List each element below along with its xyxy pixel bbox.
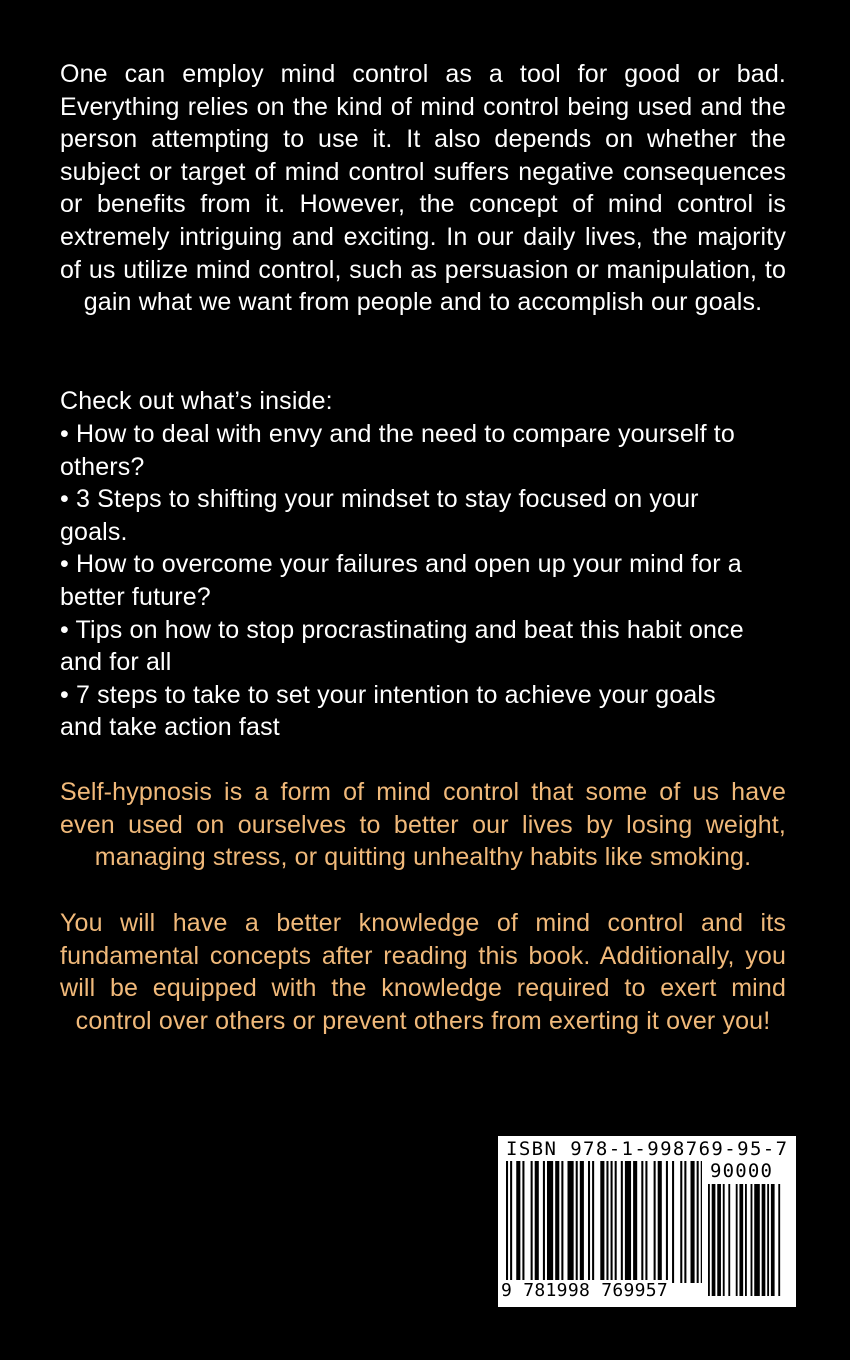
barcode-bar (691, 1161, 695, 1283)
barcode-bar (555, 1161, 559, 1283)
barcode-bar (654, 1161, 656, 1283)
barcode-bar (767, 1184, 769, 1296)
barcode-bar (645, 1161, 647, 1283)
list-item: • 7 steps to take to set your intention to achieve your goals and take action fast (60, 680, 716, 742)
barcode-bar (754, 1184, 760, 1296)
barcode-bar (506, 1161, 508, 1283)
list-item: • 3 Steps to shifting your mindset to stay focused on your goals. (60, 485, 699, 546)
barcode-bar (708, 1184, 710, 1296)
barcode-bar (547, 1161, 553, 1283)
barcode-bar (522, 1161, 524, 1283)
list-item: • Tips on how to stop procrastinating and beat this habit once and for all (60, 615, 744, 677)
barcode-bar (701, 1161, 702, 1283)
barcode-bar (728, 1184, 730, 1296)
barcode-bar (712, 1184, 716, 1296)
barcode-bar (666, 1161, 668, 1283)
barcode-bar (516, 1161, 520, 1283)
barcode-bar (751, 1184, 753, 1296)
barcode-bar (736, 1184, 738, 1296)
barcode-bar (510, 1161, 512, 1283)
barcode-bar (641, 1161, 643, 1283)
barcode-bar (592, 1161, 594, 1283)
barcode-bar (588, 1161, 590, 1283)
barcode-bar (680, 1161, 682, 1283)
barcode-bar (778, 1184, 780, 1296)
barcode-bar (535, 1161, 539, 1283)
barcode-bar (717, 1184, 721, 1296)
knowledge-paragraph: You will have a better knowledge of mind control and its fundamental concepts after reading this book. Additionally, you will be equipped with the knowledge required to exert mind control over others or prevent others from exerting it over you! (60, 909, 786, 1035)
barcode-bar (606, 1161, 608, 1283)
barcode-bar (625, 1161, 631, 1283)
inside-list (60, 418, 760, 744)
barcode-bar (697, 1161, 699, 1283)
barcode-bar (621, 1161, 623, 1283)
addon-barcode-bars (708, 1184, 788, 1296)
barcode-bar (600, 1161, 604, 1283)
isbn-label: ISBN 978-1-998769-95-7 (506, 1138, 789, 1160)
intro-paragraph: One can employ mind control as a tool for good or bad. Everything relies on the kind of mind control being used and the person attempting to use it. It also depends on whether the subject or target of mind control suffers negative consequences or benefits from it. However, the concept of mind control is extremely intriguing and exciting. In our daily lives, the majority of us utilize mind control, such as persuasion or manipulation, to gain what we want from people and to accomplish our goals. (60, 60, 786, 317)
barcode-bar (576, 1161, 578, 1283)
barcode-bar (531, 1161, 533, 1283)
inside-heading: Check out what’s inside: (60, 387, 333, 415)
self-hypnosis-paragraph: Self-hypnosis is a form of mind control that some of us have even used on ourselves to better our lives by losing weight, managing stress, or quitting unhealthy habits like smoking. (60, 778, 786, 872)
ean-barcode-bars (506, 1161, 702, 1283)
barcode-bar (543, 1161, 545, 1283)
barcode-bar (568, 1161, 574, 1283)
barcode-bar (658, 1161, 662, 1283)
price-code: 90000 (710, 1160, 774, 1182)
barcode-bar (633, 1161, 637, 1283)
barcode-bar (762, 1184, 766, 1296)
barcode-bar (561, 1161, 563, 1283)
list-item: • How to overcome your failures and open up your mind for a better future? (60, 550, 742, 611)
barcode-bar (611, 1161, 613, 1283)
ean-digits: 9 781998 769957 (501, 1280, 669, 1301)
barcode-bar (615, 1161, 617, 1283)
barcode-bar (723, 1184, 725, 1296)
barcode-bar (580, 1161, 584, 1283)
barcode-bar (745, 1184, 747, 1296)
barcode-bar (739, 1184, 743, 1296)
isbn-barcode (498, 1136, 796, 1307)
barcode-bar (672, 1161, 674, 1283)
barcode-bar (684, 1161, 686, 1283)
list-item: • How to deal with envy and the need to compare yourself to others? (60, 420, 735, 481)
barcode-bar (771, 1184, 775, 1296)
